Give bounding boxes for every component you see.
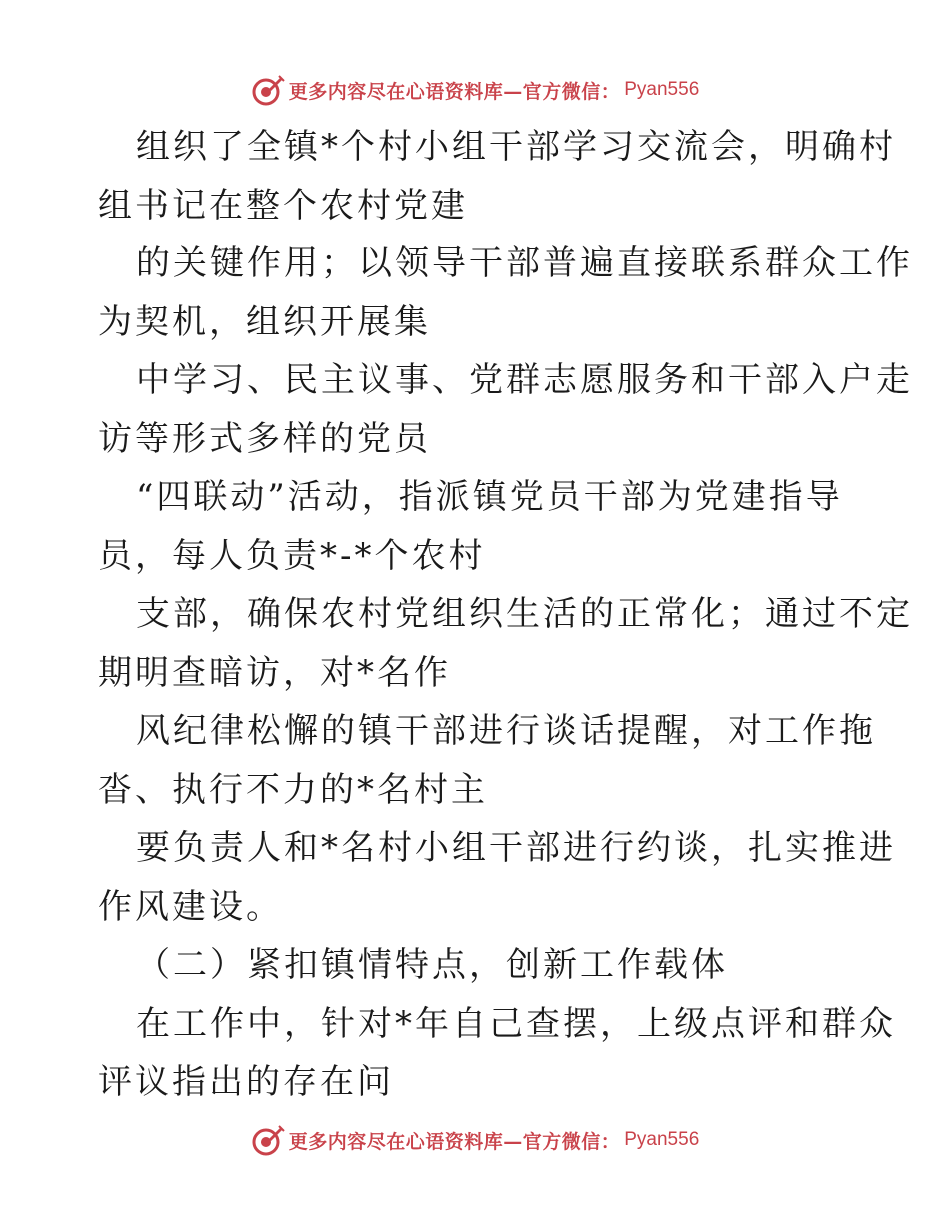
- body-line: 沓、执行不力的*名村主: [98, 770, 488, 810]
- body-line: 中学习、民主议事、党群志愿服务和干部入户走: [136, 360, 913, 400]
- body-line: 在工作中，针对*年自己查摆，上级点评和群众: [136, 1004, 896, 1044]
- header-banner: [0, 72, 950, 108]
- footer-banner-handle: Pyan556: [624, 1129, 700, 1150]
- body-line: 员，每人负责*-*个农村: [98, 536, 486, 576]
- body-line: 组书记在整个农村党建: [98, 186, 468, 226]
- footer-banner-text: 更多内容尽在心语资料库—官方微信：: [288, 1130, 621, 1153]
- header-banner-text: 更多内容尽在心语资料库—官方微信：: [288, 80, 621, 103]
- body-line: 支部，确保农村党组织生活的正常化；通过不定: [136, 594, 913, 634]
- body-line: 作风建设。: [98, 887, 283, 927]
- body-line: 期明查暗访，对*名作: [98, 653, 451, 693]
- body-line: 为契机，组织开展集: [98, 302, 431, 342]
- footer-banner: [0, 1122, 950, 1158]
- body-line: 的关键作用；以领导干部普遍直接联系群众工作: [136, 243, 913, 283]
- body-line: “四联动”活动，指派镇党员干部为党建指导: [136, 477, 843, 517]
- pen-logo-icon: [251, 73, 285, 107]
- header-banner-handle: Pyan556: [624, 79, 700, 100]
- body-line: 评议指出的存在问: [98, 1062, 394, 1102]
- section-heading: （二）紧扣镇情特点，创新工作载体: [136, 945, 728, 985]
- body-line: 风纪律松懈的镇干部进行谈话提醒，对工作拖: [136, 711, 876, 751]
- body-line: 要负责人和*名村小组干部进行约谈，扎实推进: [136, 828, 896, 868]
- body-line: 组织了全镇*个村小组干部学习交流会，明确村: [136, 127, 896, 167]
- body-line: 访等形式多样的党员: [98, 419, 431, 459]
- pen-logo-icon: [251, 1123, 285, 1157]
